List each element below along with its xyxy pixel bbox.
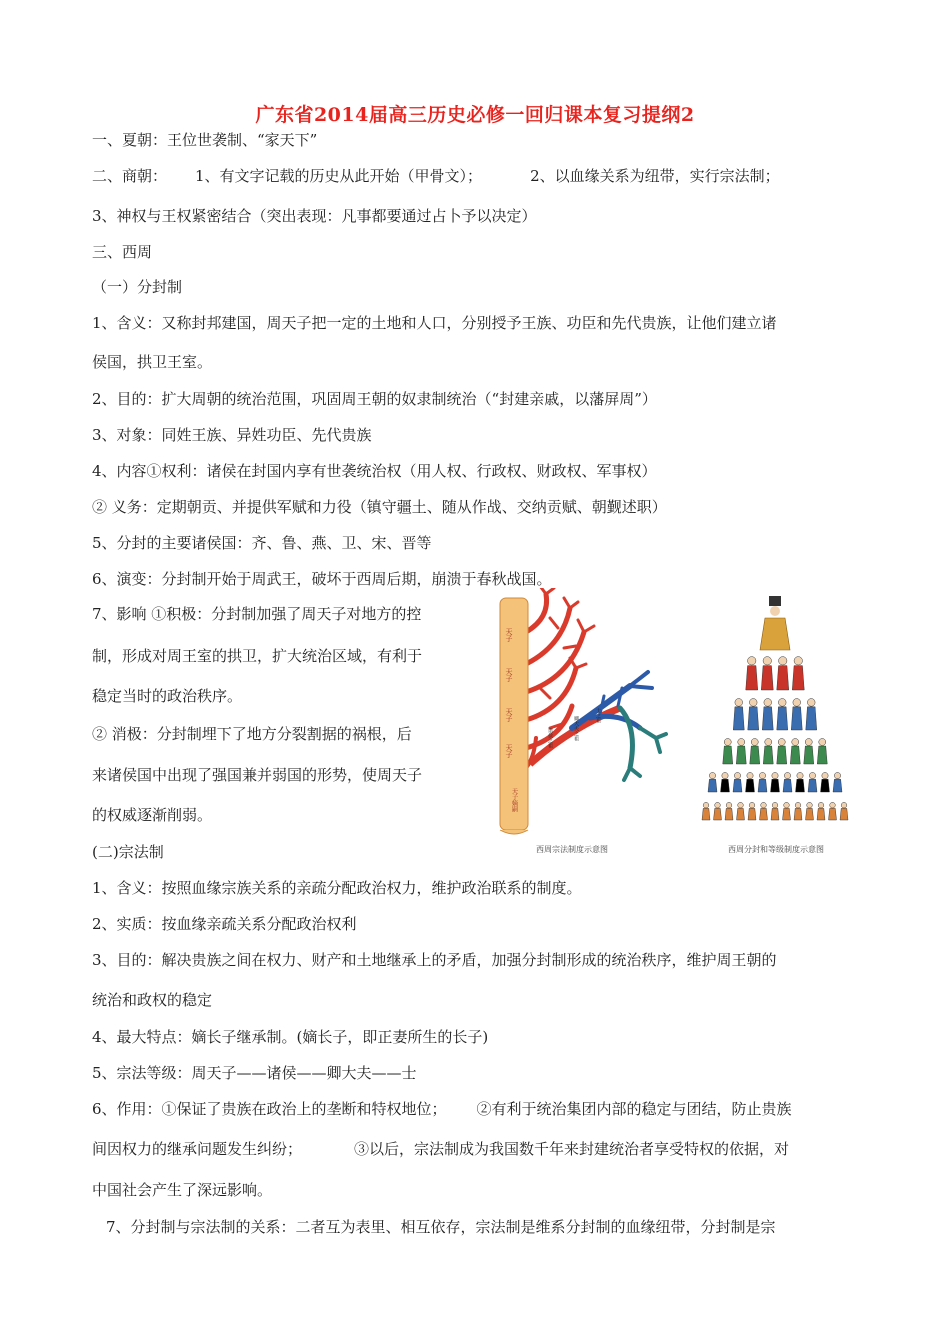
- pyramid-figure-person: [737, 802, 745, 820]
- tree-caption: 西周宗法制度示意图: [536, 845, 608, 854]
- pyramid-figure-person: [783, 772, 792, 792]
- pyramid-figure-person: [733, 699, 744, 730]
- tree-trunk-label-4: 天子: [505, 744, 513, 758]
- pyramid-figure-person: [750, 739, 760, 765]
- pyramid-figure-person: [777, 699, 788, 730]
- page-title: 广东省2014届高三历史必修一回归课本复习提纲2: [255, 104, 695, 126]
- shang-dynasty-line: [92, 166, 780, 186]
- fenfeng-negative-cont-1: 来诸侯国中出现了强国兼并弱国的形势，使周天子: [92, 766, 423, 784]
- pyramid-figure-person: [721, 772, 730, 792]
- zongfa-feature: 4、最大特点：嫡长子继承制。(嫡长子，即正妻所生的长子): [92, 1028, 489, 1046]
- tree-branch-label-zhuhou: 诸侯之祖: [547, 728, 553, 748]
- pyramid-figure-person: [817, 739, 827, 765]
- tree-branches-blue: [572, 672, 652, 728]
- pyramid-figure-person: [790, 739, 800, 765]
- pyramid-figure-person: [792, 657, 804, 690]
- pyramid-figure-person: [806, 699, 817, 730]
- fenfeng-negative: ② 消极：分封制埋下了地方分裂割据的祸根，后: [92, 725, 412, 743]
- pyramid-figure-person: [817, 802, 825, 820]
- fenfeng-duties: ② 义务：定期朝贡、并提供军赋和力役（镇守疆土、随从作战、交纳贡赋、朝觐述职）: [92, 498, 667, 516]
- pyramid-figure-person: [708, 772, 717, 792]
- pyramid-figure-person: [748, 802, 756, 820]
- fenfeng-impact-cont-2: 稳定当时的政治秩序。: [92, 687, 243, 705]
- shang-point-2: 2、以血缘关系为纽带，实行宗法制；: [530, 167, 780, 185]
- zongfa-effect-2: ②有利于统治集团内部的稳定与团结，防止贵族: [476, 1100, 792, 1118]
- zongfa-effect-cont: [92, 1139, 789, 1159]
- shang-point-1: 1、有文字记载的历史从此开始（甲骨文）；: [195, 167, 483, 185]
- zongfa-essence: 2、实质：按血缘亲疏关系分配政治权利: [92, 915, 357, 933]
- pyramid-figure-person: [833, 772, 842, 792]
- zongfa-purpose-cont: 统治和政权的稳定: [92, 991, 213, 1009]
- pyramid-figure-person: [733, 772, 742, 792]
- fenfeng-impact: 7、影响 ①积极：分封制加强了周天子对地方的控: [92, 605, 422, 623]
- tree-trunk-label-2: 天子: [505, 668, 513, 682]
- zongfa-heading: (二)宗法制: [92, 843, 164, 861]
- zongfa-purpose: 3、目的：解决贵族之间在权力、财产和土地继承上的矛盾，加强分封制形成的统治秩序，维护周王朝的: [92, 951, 777, 969]
- pyramid-figure-person: [783, 802, 791, 820]
- pyramid-king-row: [760, 596, 790, 650]
- pyramid-figure-person: [796, 772, 805, 792]
- pyramid-figure-person: [763, 739, 773, 765]
- fenfeng-impact-cont-1: 制，形成对周王室的拱卫，扩大统治区域，有利于: [92, 647, 423, 665]
- pyramid-figure-person: [791, 699, 802, 730]
- fenfeng-meaning-cont: 侯国，拱卫王室。: [92, 353, 213, 371]
- tree-branch-label-shi: 士之祖: [595, 708, 601, 723]
- pyramid-figure-person: [714, 802, 722, 820]
- pyramid-figure-person: [808, 772, 817, 792]
- pyramid-figure-person: [777, 739, 787, 765]
- fenfeng-meaning: 1、含义：又称封邦建国，周天子把一定的土地和人口，分别授予王族、功臣和先代贵族，让他们建立诸: [92, 314, 777, 332]
- pyramid-figure-person: [748, 699, 759, 730]
- pyramid-figure-person: [821, 772, 830, 792]
- zongfa-effect-end: 中国社会产生了深远影响。: [92, 1181, 273, 1199]
- western-zhou-heading: 三、西周: [92, 243, 153, 261]
- fenfeng-evolution: 6、演变：分封制开始于周武王，破坏于西周后期，崩溃于春秋战国。: [92, 570, 552, 588]
- pyramid-figure-person: [761, 657, 773, 690]
- pyramid-figure-person: [804, 739, 814, 765]
- relation-line: 7、分封制与宗法制的关系：二者互为表里、相互依存，宗法制是维系分封制的血缘纽带，分封制是宗: [106, 1218, 776, 1236]
- pyramid-figure-rows: [702, 657, 848, 820]
- pyramid-figure-person: [794, 802, 802, 820]
- hierarchy-pyramid-figure: [686, 594, 864, 834]
- shang-point-3: 3、神权与王权紧密结合（突出表现：凡事都要通过占卜予以决定）: [92, 207, 537, 225]
- fenfeng-rights: 4、内容①权利：诸侯在封国内享有世袭统治权（用人权、行政权、财政权、军事权）: [92, 462, 657, 480]
- pyramid-figure-person: [725, 802, 733, 820]
- tree-branches-teal: [620, 708, 666, 780]
- pyramid-figure-person: [760, 802, 768, 820]
- pyramid-figure-person: [758, 772, 767, 792]
- xia-dynasty-line: 一、夏朝：王位世袭制、“家天下”: [92, 131, 318, 149]
- pyramid-figure-person: [746, 772, 755, 792]
- zongfa-effect-1: 6、作用：①保证了贵族在政治上的垄断和特权地位；: [92, 1100, 447, 1118]
- tree-root-label: 天子嫡嗣: [510, 788, 518, 812]
- fenfeng-negative-cont-2: 的权威逐渐削弱。: [92, 806, 213, 824]
- zongfa-effect: [92, 1099, 792, 1119]
- pyramid-figure-person: [736, 739, 746, 765]
- pyramid-figure-person: [771, 802, 779, 820]
- pyramid-figure-person: [829, 802, 837, 820]
- pyramid-figure-person: [746, 657, 758, 690]
- pyramid-caption: 西周分封和等级制度示意图: [728, 845, 824, 854]
- pyramid-figure-person: [762, 699, 773, 730]
- pyramid-figure-person: [723, 739, 733, 765]
- zongfa-ranks: 5、宗法等级：周天子——诸侯——卿大夫——士: [92, 1064, 417, 1082]
- fenfeng-targets: 3、对象：同姓王族、异姓功臣、先代贵族: [92, 426, 372, 444]
- pyramid-figure-person: [806, 802, 814, 820]
- fenfeng-heading: （一）分封制: [92, 278, 183, 296]
- shang-label: 二、商朝：: [92, 167, 168, 185]
- pyramid-figure-person: [840, 802, 848, 820]
- zongfa-effect-3: ③以后，宗法制成为我国数千年来封建统治者享受特权的依据，对: [354, 1140, 790, 1158]
- fenfeng-purpose: 2、目的：扩大周朝的统治范围，巩固周王朝的奴隶制统治（“封建亲戚，以藩屏周”）: [92, 390, 657, 408]
- fenfeng-states: 5、分封的主要诸侯国：齐、鲁、燕、卫、宋、晋等: [92, 534, 432, 552]
- tree-trunk-label-1: 天子: [505, 628, 513, 642]
- pyramid-figure-person: [702, 802, 710, 820]
- tree-trunk-label-3: 天子: [505, 708, 513, 722]
- zongfa-tree-figure: [480, 588, 680, 848]
- pyramid-figure-person: [771, 772, 780, 792]
- zongfa-effect-2-cont: 间因权力的继承问题发生纠纷；: [92, 1140, 303, 1158]
- tree-branch-label-qingdafu: 卿大夫之祖: [573, 716, 579, 741]
- pyramid-figure-person: [777, 657, 789, 690]
- zongfa-meaning: 1、含义：按照血缘宗族关系的亲疏分配政治权力，维护政治联系的制度。: [92, 879, 582, 897]
